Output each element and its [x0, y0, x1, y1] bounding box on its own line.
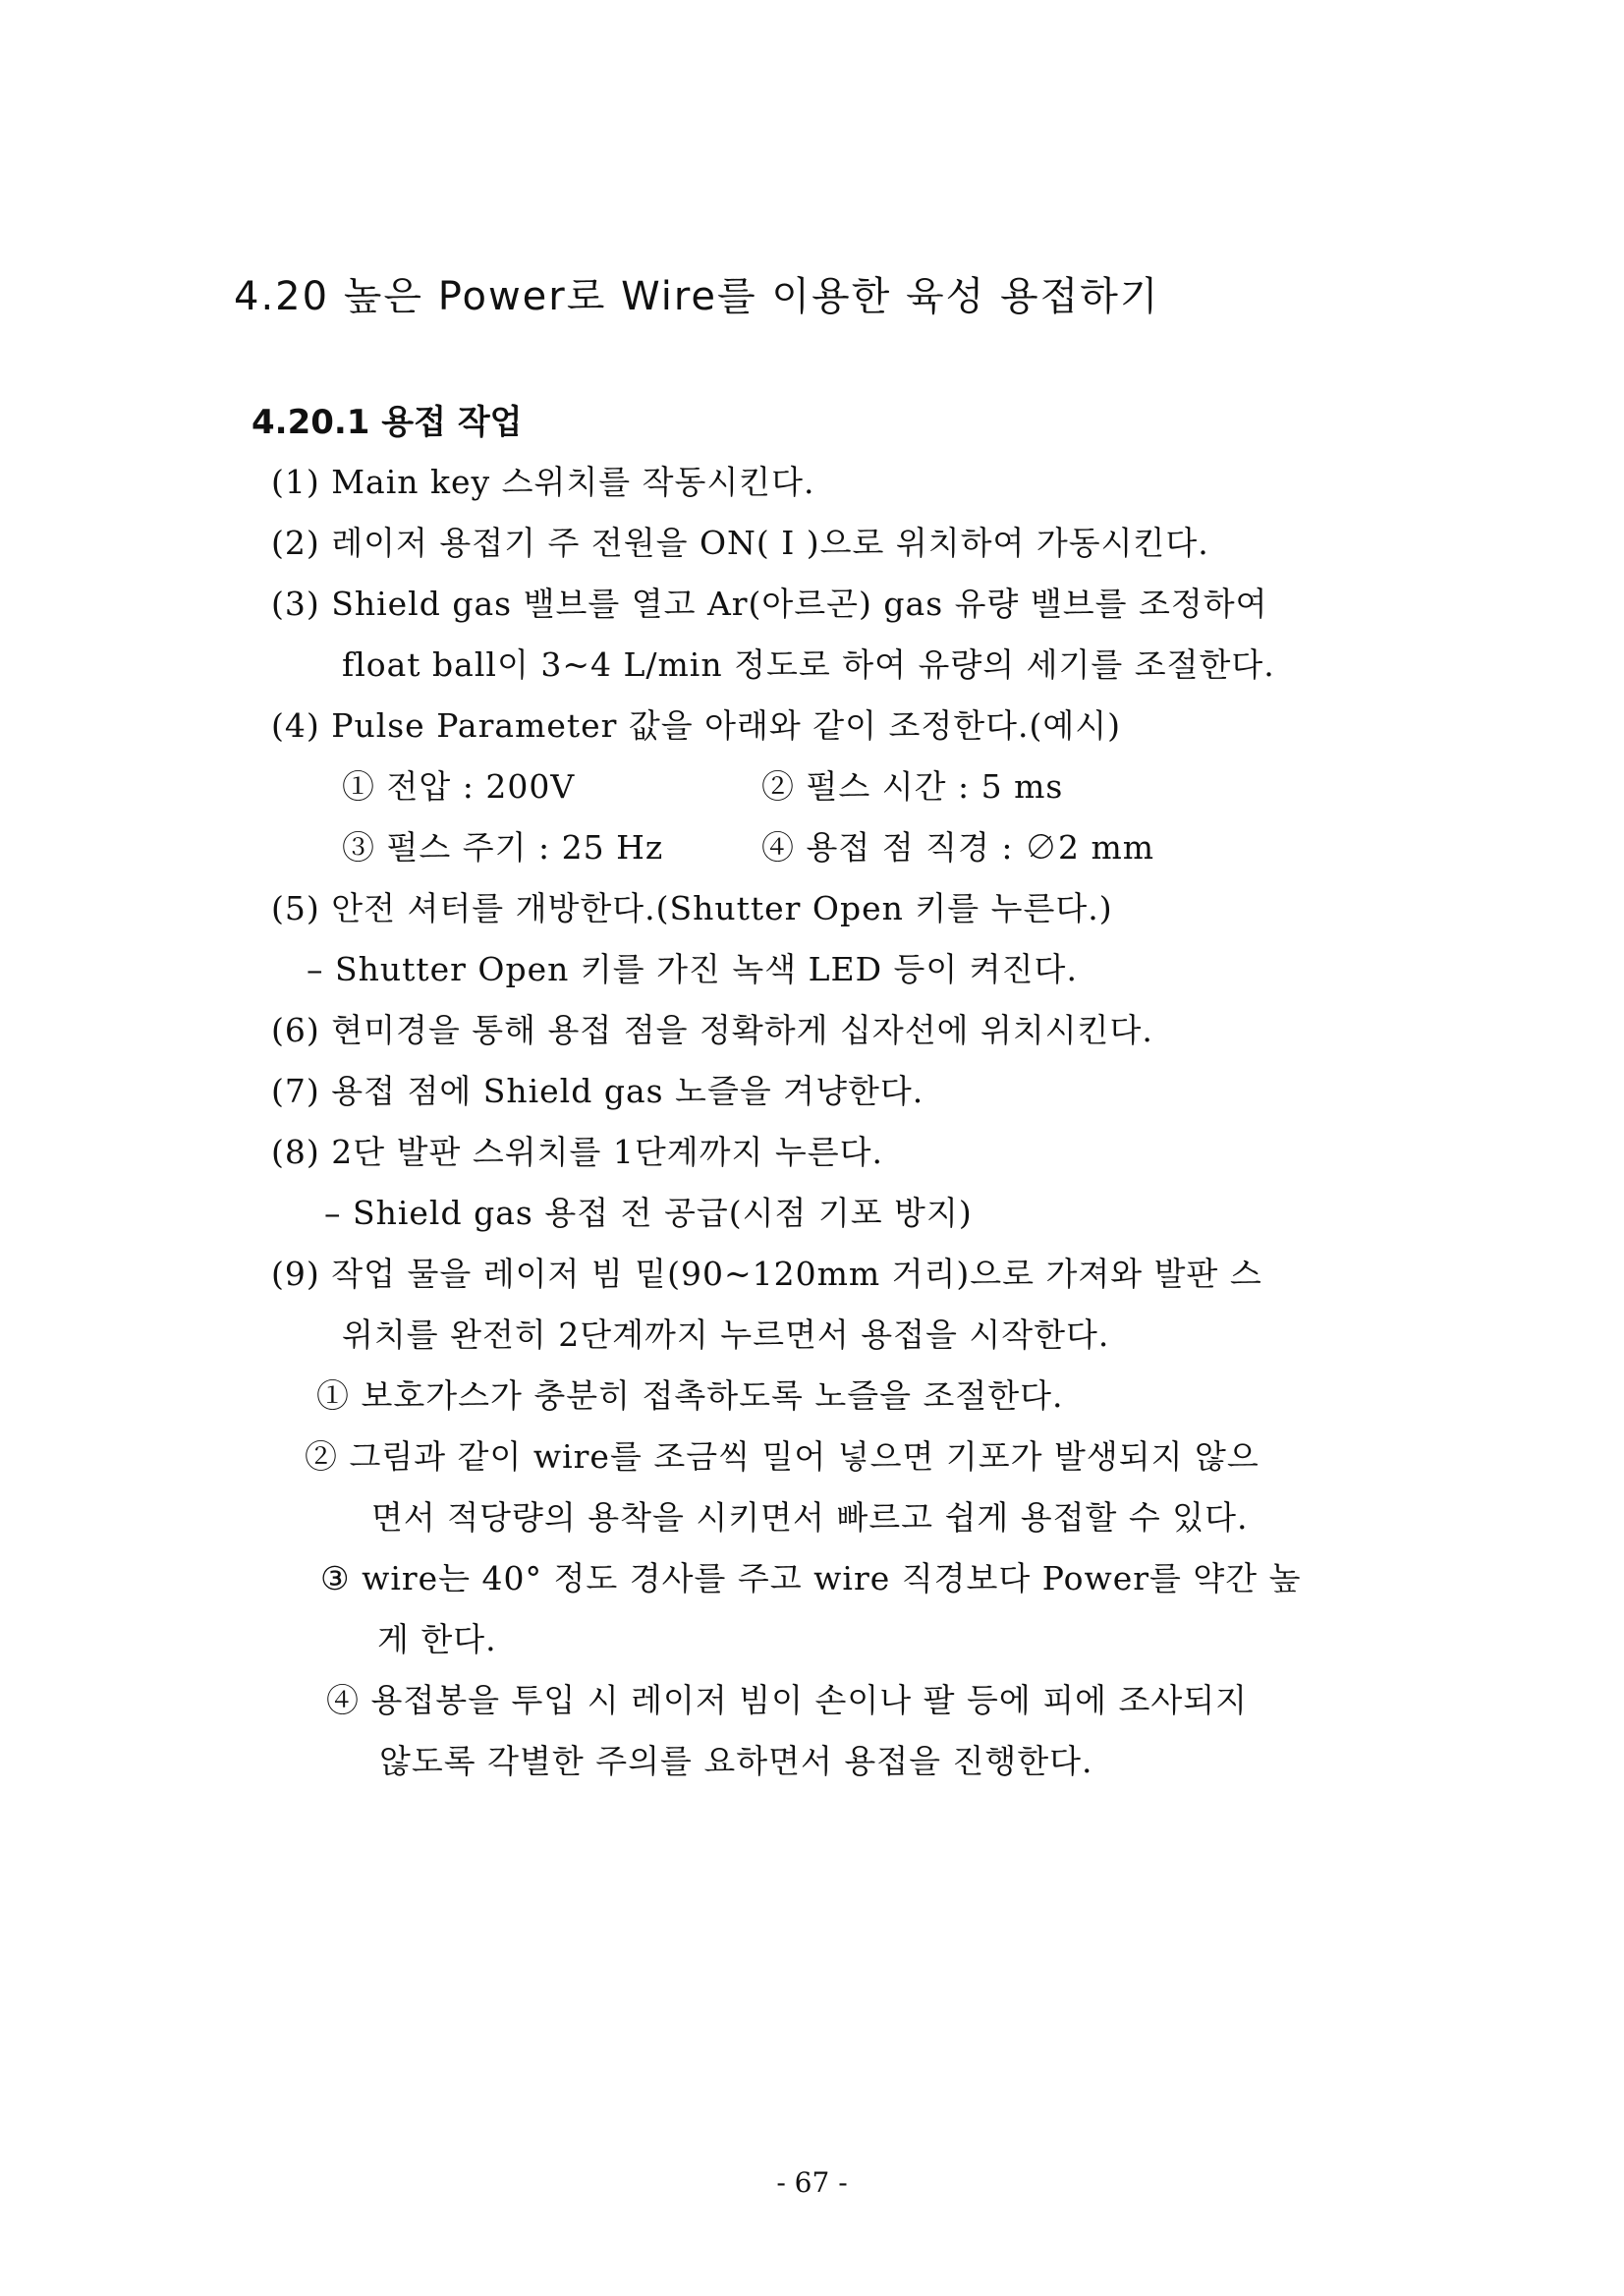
param-spot-diameter: ④ 용접 점 직경 : ∅2 mm — [761, 828, 1155, 867]
step-9: (9) 작업 물을 레이저 빔 밑(90~120mm 거리)으로 가져와 발판 스 — [271, 1255, 1262, 1293]
section-title: 4.20 높은 Power로 Wire를 이용한 육성 용접하기 — [234, 274, 1160, 319]
step-7: (7) 용접 점에 Shield gas 노즐을 겨냥한다. — [271, 1072, 924, 1110]
step-9-continued: 위치를 완전히 2단계까지 누르면서 용접을 시작한다. — [342, 1316, 1110, 1354]
step-9-sub-4: ④ 용접봉을 투입 시 레이저 빔이 손이나 팔 등에 피에 조사되지 — [326, 1681, 1248, 1719]
param-pulse-period: ③ 펄스 주기 : 25 Hz — [342, 828, 664, 867]
step-9-sub-4-continued: 않도록 각별한 주의를 요하면서 용접을 진행한다. — [379, 1742, 1093, 1780]
step-2: (2) 레이저 용접기 주 전원을 ON( I )으로 위치하여 가동시킨다. — [271, 524, 1209, 562]
step-5: (5) 안전 셔터를 개방한다.(Shutter Open 키를 누른다.) — [271, 889, 1113, 927]
step-9-sub-3: ③ wire는 40° 정도 경사를 주고 wire 직경보다 Power를 약간 높 — [320, 1559, 1302, 1597]
step-1: (1) Main key 스위치를 작동시킨다. — [271, 463, 815, 501]
step-3-continued: float ball이 3~4 L/min 정도로 하여 유량의 세기를 조절한다. — [342, 645, 1275, 684]
step-8: (8) 2단 발판 스위치를 1단계까지 누른다. — [271, 1133, 883, 1171]
step-9-sub-2: ② 그림과 같이 wire를 조금씩 밀어 넣으면 기포가 발생되지 않으 — [305, 1437, 1260, 1476]
step-9-sub-1: ① 보호가스가 충분히 접촉하도록 노즐을 조절한다. — [316, 1376, 1064, 1415]
param-voltage: ① 전압 : 200V — [342, 767, 576, 806]
subsection-title: 4.20.1 용접 작업 — [252, 403, 523, 442]
step-3: (3) Shield gas 밸브를 열고 Ar(아르곤) gas 유량 밸브를 조정하여 — [271, 585, 1268, 623]
step-9-sub-3-continued: 게 한다. — [377, 1620, 497, 1658]
step-4: (4) Pulse Parameter 값을 아래와 같이 조정한다.(예시) — [271, 706, 1122, 745]
step-5-note: – Shutter Open 키를 가진 녹색 LED 등이 켜진다. — [307, 950, 1078, 988]
param-pulse-time: ② 펄스 시간 : 5 ms — [761, 767, 1064, 806]
step-6: (6) 현미경을 통해 용접 점을 정확하게 십자선에 위치시킨다. — [271, 1011, 1153, 1049]
step-9-sub-2-continued: 면서 적당량의 용착을 시키면서 빠르고 쉽게 용접할 수 있다. — [371, 1498, 1249, 1537]
step-8-note: – Shield gas 용접 전 공급(시점 기포 방지) — [324, 1194, 973, 1232]
page-number: - 67 - — [776, 2166, 848, 2199]
